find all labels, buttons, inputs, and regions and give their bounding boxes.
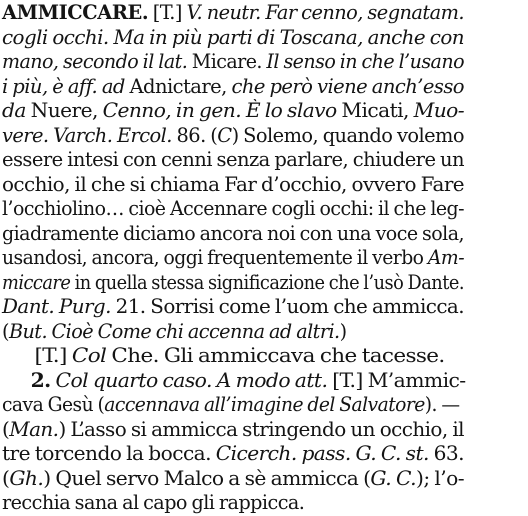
- entry-line: [2, 442, 497, 467]
- text-segment: 21. Sorrisi come l’uom che ammicca.: [115, 295, 464, 318]
- text-segment: 63.: [433, 442, 465, 465]
- text-segment: ) L’asso si ammicca stringendo un occhio, il: [58, 417, 464, 441]
- italic-segment: G. C.: [370, 466, 416, 490]
- text-segment: (: [2, 417, 10, 441]
- entry-line: [2, 173, 490, 198]
- italic-segment: Il senso in che l’usano: [266, 50, 464, 73]
- entry-line: [2, 344, 528, 369]
- text-segment: tre torcendo la bocca.: [2, 442, 216, 465]
- text-segment: ). —: [424, 393, 464, 416]
- italic-segment: mano, secondo il lat.: [2, 50, 192, 73]
- entry-line: [2, 99, 497, 124]
- italic-segment: Man.: [9, 417, 59, 441]
- italic-segment: But. Cioè Come chi accenna ad altri.: [8, 319, 340, 343]
- text-segment: Micare.: [191, 50, 267, 73]
- text-segment: giadramente diciamo ancora noi con una voce sola,: [2, 221, 464, 245]
- italic-segment: cogli occhi. Ma in più parti di Toscana, anche con: [2, 25, 464, 49]
- entry-line: [2, 270, 464, 296]
- italic-segment: Am-: [427, 246, 465, 269]
- text-segment: essere intesi con cenni senza parlare, chiudere un: [2, 148, 465, 171]
- entry-line: [2, 418, 491, 443]
- italic-segment: accennava all’imagine del Salvatore: [104, 393, 425, 416]
- text-segment: (: [2, 466, 10, 490]
- text-segment: [T.]: [34, 344, 72, 367]
- text-segment: l’occhiolino… cioè Accennare cogli occhi: il che leg-: [2, 197, 464, 220]
- text-segment: ): [339, 319, 347, 343]
- italic-segment: Col quarto caso. A modo att.: [55, 368, 333, 392]
- text-segment: Micati,: [341, 99, 414, 122]
- text-segment: in quella stessa significazione che l’usò Dante.: [74, 270, 464, 294]
- italic-segment: Muo-: [413, 99, 464, 122]
- entry-line: [2, 75, 480, 100]
- italic-segment: Col: [71, 344, 112, 367]
- entry-line: [2, 320, 472, 345]
- italic-segment: Dant. Purg.: [2, 295, 116, 318]
- text-segment: Adnictare,: [129, 74, 232, 98]
- entry-line: [2, 124, 477, 149]
- entry-line: [2, 393, 464, 418]
- sense-number: 2.: [30, 368, 51, 392]
- italic-segment: Gh.: [9, 466, 44, 490]
- entry-line: [2, 467, 498, 492]
- entry-line: [2, 148, 479, 173]
- italic-segment: miccare: [2, 270, 75, 294]
- text-segment: ) Quel servo Malco a sè ammicca (: [43, 466, 371, 490]
- entry-line: [2, 222, 468, 247]
- italic-segment: C: [217, 123, 232, 147]
- text-segment: Nuere,: [30, 99, 103, 122]
- entry-line: [2, 1, 476, 26]
- italic-segment: Cenno, in gen. È lo slavo: [102, 99, 342, 122]
- text-segment: 86. (: [176, 123, 218, 147]
- text-segment: (: [2, 319, 9, 343]
- italic-segment: vere. Varch. Ercol.: [2, 123, 177, 147]
- text-segment: [T.]: [148, 1, 187, 24]
- italic-segment: V. neutr. Far cenno, segnatam.: [186, 1, 465, 24]
- text-segment: cava Gesù (: [2, 393, 105, 416]
- italic-segment: Cicerch. pass. G. C. st.: [215, 442, 434, 465]
- dictionary-entry-ammiccare: [2, 1, 472, 516]
- text-segment: ); l’o-: [415, 466, 465, 490]
- text-segment: recchia sana al capo gli rappicca.: [2, 491, 305, 514]
- text-segment: occhio, il che si chiama Far d’occhio, ovvero Fare: [2, 172, 464, 196]
- text-segment: ) Solemo, quando volemo: [231, 123, 464, 147]
- entry-line: [2, 26, 489, 51]
- text-segment: usandosi, ancora, oggi frequentemente il verbo: [2, 246, 428, 269]
- entry-line: [2, 369, 500, 394]
- entry-line: [2, 246, 465, 271]
- entry-line: [2, 491, 472, 516]
- entry-line: [2, 295, 490, 320]
- italic-segment: da: [2, 99, 31, 122]
- entry-line: [2, 50, 468, 75]
- italic-segment: i più, è aff. ad: [2, 74, 130, 98]
- entry-line: [2, 197, 466, 222]
- italic-segment: che però viene anch’esso: [231, 74, 464, 98]
- headword: AMMICCARE.: [2, 1, 149, 24]
- text-segment: [T.] M’ammic-: [332, 368, 466, 392]
- text-segment: Che. Gli ammiccava che tacesse.: [111, 344, 445, 367]
